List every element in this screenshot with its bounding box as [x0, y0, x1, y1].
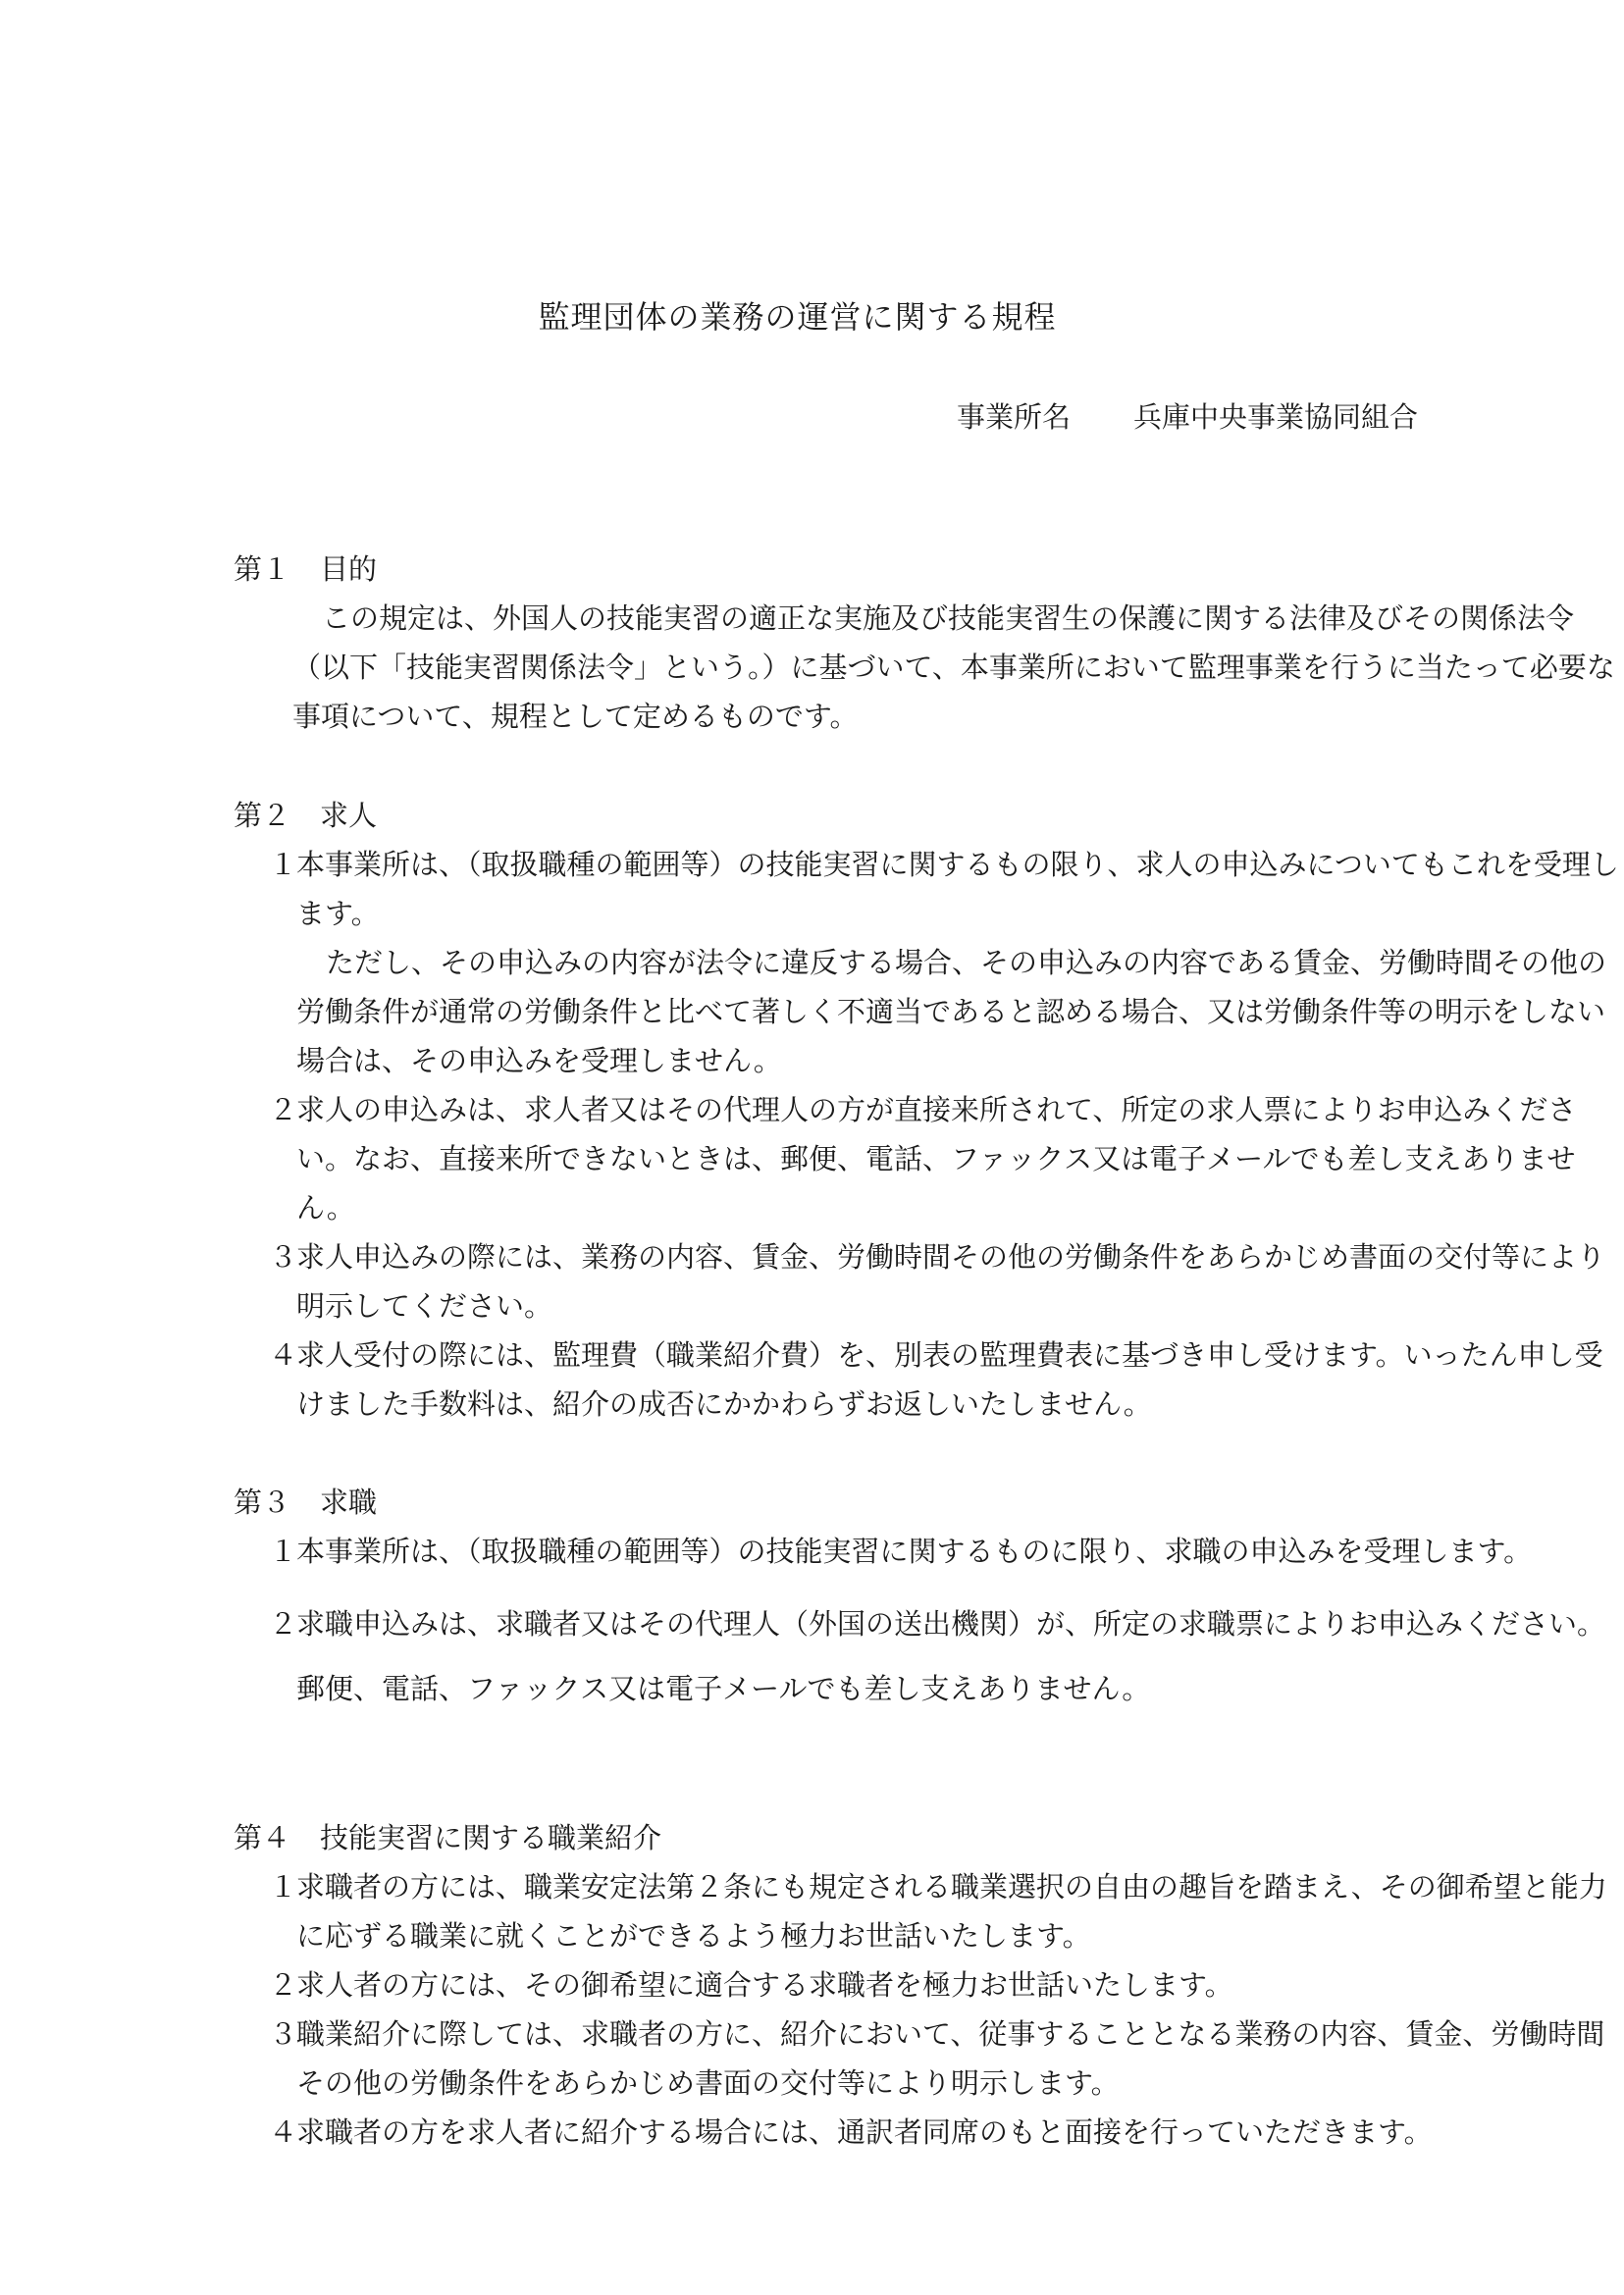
item-number: ３ — [269, 1240, 298, 1274]
item-number: ４ — [269, 2115, 298, 2149]
section-title: 目的 — [320, 552, 378, 586]
section-text: この規定は、外国人の技能実習の適正な実施及び技能実習生の保護に関する法律及びその関係法令（以下「技能実習関係法令」という。）に基づいて、本事業所において監理事業を行うに当たって必要な事項について、規程として定めるものです。 — [292, 601, 1615, 733]
item-number: ２ — [269, 1093, 298, 1126]
section-number: 第４ — [234, 1821, 291, 1854]
item-number: １ — [269, 848, 298, 881]
item-number: １ — [269, 1870, 298, 1904]
section-heading — [234, 1478, 1411, 1527]
list-item — [234, 1960, 1624, 2009]
item-text: 求職申込みは、求職者又はその代理人（外国の送出機関）が、所定の求職票によりお申込みください。郵便、電話、ファックス又は電子メールでも差し支えありません。 — [296, 1607, 1606, 1705]
item-number: ２ — [269, 1607, 298, 1641]
section-title: 求人 — [320, 799, 378, 832]
list-item — [234, 2009, 1624, 2108]
item-text: 職業紹介に際しては、求職者の方に、紹介において、従事することとなる業務の内容、賃金、労働時間その他の労働条件をあらかじめ書面の交付等により明示します。 — [296, 2017, 1605, 2100]
section-number: 第２ — [234, 799, 291, 832]
section-number: 第３ — [234, 1486, 291, 1519]
section-job-placement — [234, 1813, 1607, 2157]
item-text: 本事業所は、（取扱職種の範囲等）の技能実習に関するもの限り、求人の申込みについてもこれを受理します。 — [296, 848, 1619, 930]
list-item — [234, 840, 1624, 1085]
item-text: 求人受付の際には、監理費（職業紹介費）を、別表の監理費表に基づき申し受けます。いったん申し受けました手数料は、紹介の成否にかかわらずお返しいたしません。 — [296, 1338, 1603, 1421]
list-item — [234, 2108, 1624, 2157]
item-text: 求人の申込みは、求人者又はその代理人の方が直接来所されて、所定の求人票によりお申込みください。なお、直接来所できないときは、郵便、電話、ファックス又は電子メールでも差し支えありません。 — [296, 1093, 1577, 1225]
list-item — [234, 1527, 1624, 1576]
section-job-offer — [234, 791, 1619, 1429]
item-text: 求人申込みの際には、業務の内容、賃金、労働時間その他の労働条件をあらかじめ書面の交付等により明示してください。 — [296, 1240, 1606, 1323]
list-item — [234, 1591, 1624, 1721]
office-label: 事業所名 — [956, 400, 1071, 434]
section-title: 技能実習に関する職業紹介 — [320, 1821, 662, 1854]
item-subtext: ただし、その申込みの内容が法令に違反する場合、その申込みの内容である賃金、労働時間その他の労働条件が通常の労働条件と比べて著しく不適当であると認める場合、又は労働条件等の明示をしない場合は、その申込みを受理しません。 — [296, 946, 1607, 1077]
section-purpose — [234, 545, 1615, 741]
section-title: 求職 — [320, 1486, 378, 1519]
list-item — [234, 1862, 1624, 1960]
item-number: ２ — [269, 1968, 298, 2002]
item-number: ３ — [269, 2017, 298, 2051]
section-number: 第１ — [234, 552, 291, 586]
item-number: ４ — [269, 1338, 298, 1372]
section-heading — [234, 545, 1411, 594]
section-heading — [234, 791, 1411, 840]
item-number: １ — [269, 1535, 298, 1568]
document-title: 監理団体の業務の運営に関する規程 — [538, 298, 1057, 336]
item-text: 求職者の方を求人者に紹介する場合には、通訳者同席のもと面接を行っていただきます。 — [296, 2115, 1433, 2149]
item-text: 求人者の方には、その御希望に適合する求職者を極力お世話いたします。 — [296, 1968, 1233, 2002]
item-text: 本事業所は、（取扱職種の範囲等）の技能実習に関するものに限り、求職の申込みを受理します。 — [296, 1535, 1533, 1568]
office-line — [957, 392, 1418, 442]
list-item — [234, 1232, 1624, 1330]
list-item — [234, 1085, 1624, 1232]
section-heading — [234, 1813, 1411, 1862]
office-name: 兵庫中央事業協同組合 — [1132, 400, 1418, 434]
section-job-seeking — [234, 1478, 1606, 1721]
list-item — [234, 1330, 1624, 1429]
item-text: 求職者の方には、職業安定法第２条にも規定される職業選択の自由の趣旨を踏まえ、その御希望と能力に応ずる職業に就くことができるよう極力お世話いたします。 — [296, 1870, 1607, 1953]
